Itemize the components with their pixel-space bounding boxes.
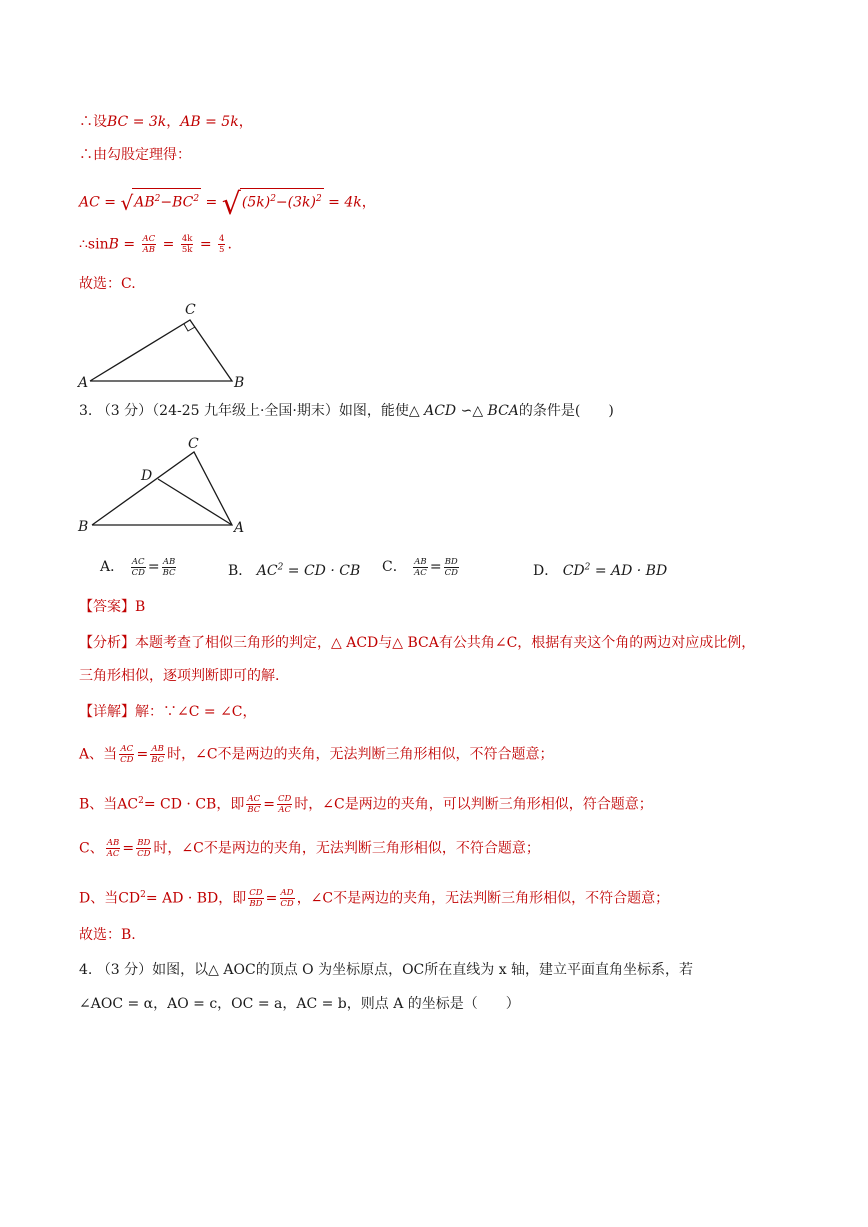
detail-line-c: C、 $\frac{AB}{AC}$ = $\frac{BD}{CD}$ 时，∠C不是两边的夹角，无法判断三角形相似，不符合题意； — [79, 838, 540, 859]
detail-text: ，∠C不是两边的夹角，无法判断三角形相似，不符合题意； — [296, 890, 670, 907]
punctuation: ， — [361, 194, 376, 211]
denominator: AC — [414, 567, 427, 578]
numerator: AB — [106, 838, 120, 848]
equals: = — [199, 236, 212, 253]
answer-line — [79, 597, 145, 617]
answer-options — [100, 556, 740, 586]
denominator: BC — [151, 755, 165, 765]
numerator: 4 — [219, 234, 225, 244]
denominator: 5 — [219, 245, 225, 255]
question-number: 4. — [79, 962, 93, 978]
expression: AC — [256, 563, 278, 579]
detail-text: 时，∠C不是两边的夹角，无法判断三角形相似，不符合题意； — [153, 840, 540, 857]
sqrt-symbol: √ — [221, 186, 241, 222]
question-text: （24-25 九年级上·全国·期末）如图，能使 — [152, 403, 409, 419]
punctuation: . — [227, 236, 232, 253]
detail-line-end: 故选：B. — [79, 927, 136, 943]
analysis-line-2: 三角形相似，逐项判断即可的解. — [79, 668, 280, 684]
detail-tag: 【详解】 — [79, 704, 135, 720]
analysis-text: 本题考查了相似三角形的判定，△ ACD与△ BCA有公共角∠C，根据有夹这个角的两边对应成比例， — [135, 635, 756, 651]
option-a[interactable]: A． $\frac{AC}{CD}$ = $\frac{AB}{BC}$ — [100, 556, 176, 578]
question-score: （3 分） — [96, 403, 153, 419]
option-c[interactable]: C． $\frac{AB}{AC}$ = $\frac{BD}{CD}$ — [382, 556, 458, 578]
fraction — [181, 234, 194, 255]
numerator: AC — [131, 556, 145, 567]
numerator: BD — [137, 838, 151, 848]
detail-text: B、当AC — [79, 796, 139, 813]
fraction — [277, 794, 292, 815]
fraction — [246, 794, 261, 815]
question-text: 的条件是( ) — [518, 403, 614, 419]
lhs: AC = — [79, 194, 117, 211]
fraction — [444, 557, 459, 578]
segment-da — [158, 479, 232, 525]
option-key: D． — [533, 563, 559, 579]
fraction — [248, 888, 263, 909]
detail-line-b: B、当$AC^2=$ CD · CB，即 $\frac{AC}{BC}$ = $\frac{CD}{AC}$ 时，∠C是两边的夹角，可以判断三角形相似，符合题意； — [79, 794, 653, 816]
denominator: AC — [278, 805, 291, 816]
equation: AB = 5k — [180, 114, 239, 130]
equals: = — [162, 236, 175, 253]
question-number: 3. — [79, 403, 93, 419]
figure-right-triangle — [72, 296, 262, 396]
detail-text: A、当 — [79, 746, 118, 763]
label-a: A — [78, 375, 89, 391]
numerator: CD — [249, 888, 263, 899]
label-b: B — [234, 375, 245, 391]
question-score: （3 分） — [96, 962, 153, 978]
detail-text: 时，∠C是两边的夹角，可以判断三角形相似，符合题意； — [294, 796, 653, 813]
expression: CD — [562, 563, 585, 579]
option-d[interactable]: D． $CD^2$ = AD · BD — [533, 562, 668, 579]
denominator: CD — [131, 567, 145, 578]
denominator: BC — [247, 805, 261, 816]
triangle-outline — [90, 320, 232, 381]
label-d: D — [141, 468, 153, 484]
option-key: B． — [228, 563, 253, 579]
text: ∴sin — [79, 236, 109, 253]
detail-line-a: A、当 $\frac{AC}{CD}$ = $\frac{AB}{BC}$ 时，∠C不是两边的夹角，无法判断三角形相似，不符合题意； — [79, 744, 554, 765]
label-c: C — [185, 302, 196, 318]
triangle-outline — [92, 452, 232, 525]
denominator: CD — [444, 567, 458, 578]
detail-line-intro — [79, 702, 257, 722]
variable: B — [108, 236, 119, 253]
analysis-line-1 — [79, 633, 755, 653]
term: (5k) — [241, 194, 271, 211]
question-4-line-2: ∠AOC = α，AO = c，OC = a，AC = b，则点 A 的坐标是（ ） — [79, 996, 520, 1012]
numerator: AD — [280, 888, 294, 899]
sqrt-symbol: √ — [120, 190, 134, 215]
fraction — [150, 744, 165, 765]
denominator: BC — [162, 567, 176, 578]
detail-text: = CD · CB，即 — [143, 796, 245, 813]
denominator: CD — [120, 755, 134, 765]
numerator: CD — [277, 794, 292, 805]
result: = 4k — [328, 194, 362, 211]
separator: ， — [166, 114, 181, 130]
solution-line-5: 故选：C. — [79, 276, 136, 292]
fraction — [131, 557, 146, 578]
term: AB — [134, 194, 155, 211]
term: −(3k) — [275, 194, 316, 211]
denominator: CD — [280, 899, 294, 910]
detail-text: = AD · BD，即 — [145, 890, 247, 907]
solution-line-3 — [79, 186, 376, 222]
detail-line-d: D、当$CD^2=$ AD · BD，即 $\frac{CD}{BD}$ = $\frac{AD}{CD}$ ，∠C不是两边的夹角，无法判断三角形相似，不符合题意； — [79, 888, 670, 910]
denominator: AC — [106, 849, 120, 859]
fraction — [413, 557, 428, 578]
question-4-line-1 — [79, 960, 693, 980]
term: −BC — [160, 194, 194, 211]
option-b[interactable]: B． $AC^2$ = CD · CB — [228, 562, 361, 579]
numerator: AC — [120, 744, 134, 754]
equals: = — [123, 236, 136, 253]
answer-tag: 【答案】 — [79, 599, 135, 615]
numerator: 4k — [181, 234, 193, 244]
solution-line-2: ∴由勾股定理得： — [79, 147, 191, 163]
solution-line-1 — [79, 112, 253, 132]
denominator: BD — [249, 899, 263, 910]
detail-text: D、当CD — [79, 890, 141, 907]
numerator: AB — [162, 556, 176, 567]
fraction — [218, 234, 225, 255]
expression: = AD · BD — [594, 563, 668, 579]
label-b: B — [78, 519, 89, 535]
fraction — [106, 838, 121, 859]
numerator: BD — [444, 556, 458, 567]
similarity-relation: △ ACD ∽△ BCA — [408, 403, 519, 419]
question-3-stem — [79, 401, 614, 421]
detail-text: 解：∵∠C = ∠C， — [135, 704, 257, 720]
analysis-tag: 【分析】 — [79, 635, 135, 651]
detail-text: C、 — [79, 840, 104, 857]
label-a: A — [234, 520, 245, 536]
option-key: A． — [100, 559, 125, 575]
text: ∴设 — [79, 114, 107, 130]
equation: BC = 3k — [107, 114, 167, 130]
sqrt-radicand: $AB^2-BC^2$ — [132, 188, 201, 213]
denominator: 5k — [181, 245, 193, 255]
detail-text: 时，∠C不是两边的夹角，无法判断三角形相似，不符合题意； — [167, 746, 554, 763]
denominator: CD — [137, 849, 151, 859]
fraction — [142, 234, 157, 255]
option-key: C． — [382, 559, 407, 575]
equals: = — [205, 194, 218, 211]
fraction — [162, 557, 177, 578]
numerator: AB — [151, 744, 164, 754]
fraction — [279, 888, 294, 909]
fraction — [136, 838, 151, 859]
numerator: AB — [414, 556, 427, 567]
numerator: AC — [247, 794, 261, 805]
solution-line-4 — [79, 234, 232, 255]
label-c: C — [188, 436, 199, 452]
answer-value: B — [135, 599, 146, 615]
question-text: 如图，以△ AOC的顶点 O 为坐标原点，OC所在直线为 x 轴，建立平面直角坐标系，若 — [152, 962, 694, 978]
sqrt-radicand: $(5k)^2-(3k)^2$ — [240, 188, 324, 213]
denominator: AB — [142, 245, 156, 255]
expression: = CD · CB — [287, 563, 361, 579]
figure-triangle-abc — [72, 432, 262, 542]
numerator: AC — [142, 234, 156, 244]
punctuation: ， — [238, 114, 253, 130]
fraction — [119, 744, 134, 765]
